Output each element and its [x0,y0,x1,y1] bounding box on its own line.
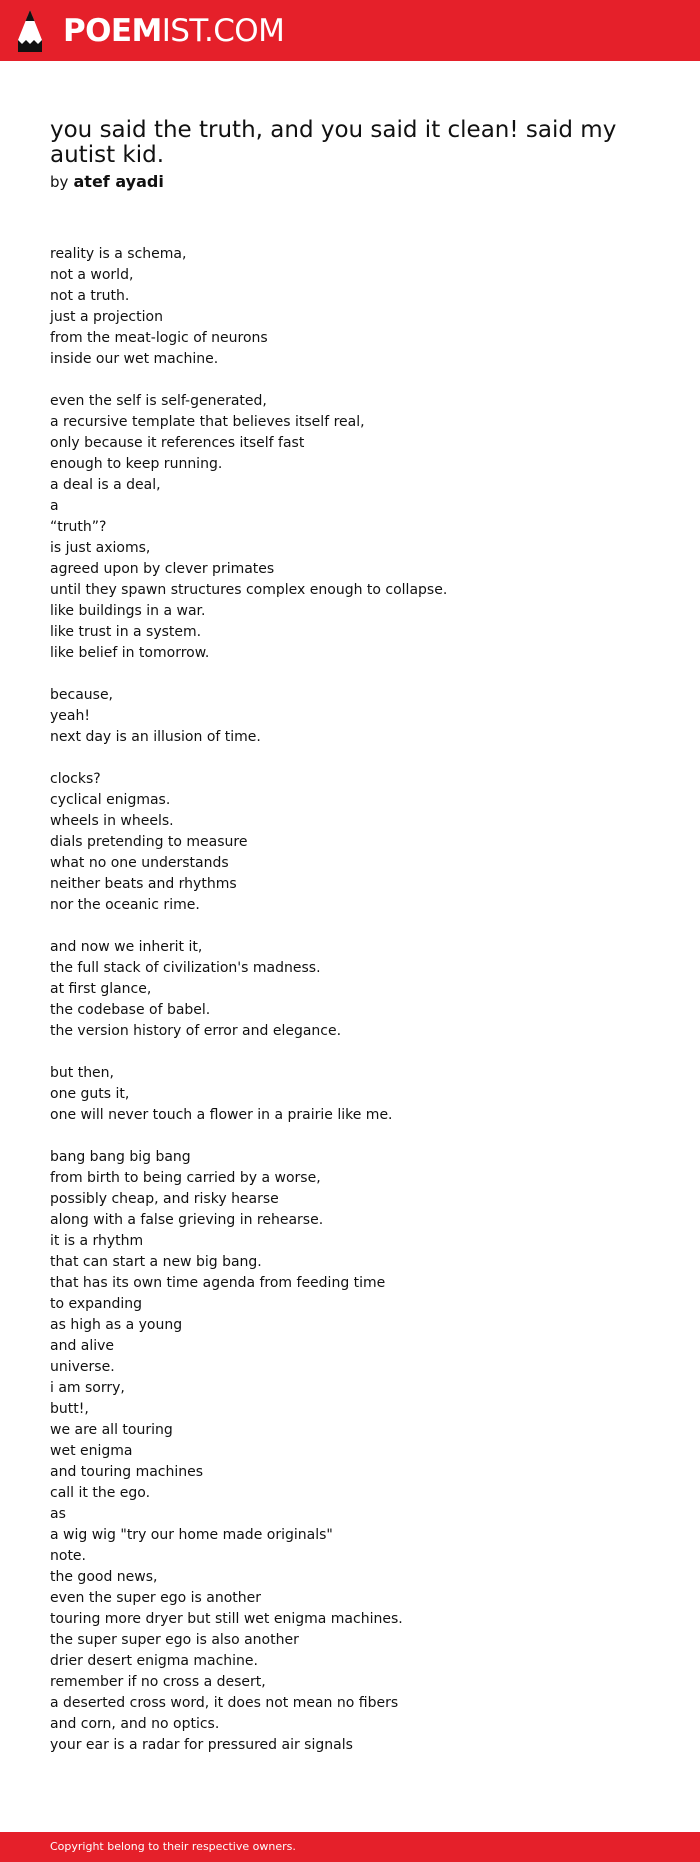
poem-line: and corn, and no optics. [50,1716,220,1732]
poem-line: your ear is a radar for pressured air signals [50,1737,353,1753]
site-logo-link[interactable] [18,10,284,52]
poem-line: as [50,1506,66,1522]
poem-line: possibly cheap, and risky hearse [50,1191,279,1207]
poem-line: even the super ego is another [50,1590,262,1606]
poem-line: like trust in a system. [50,624,202,640]
site-header [0,0,700,61]
poem-line: one will never touch a flower in a prairie like me. [50,1107,393,1123]
poem-line: along with a false grieving in rehearse. [50,1212,324,1228]
poem-line: that can start a new big bang. [50,1254,262,1270]
poem-line: i am sorry, [50,1380,125,1396]
poem-line: dials pretending to measure [50,834,248,850]
poem-line: next day is an illusion of time. [50,729,261,745]
poem-body [50,244,670,1777]
author-link[interactable]: atef ayadi [73,172,164,191]
poem-line: agreed upon by clever primates [50,561,275,577]
poem-header [50,118,650,193]
poem-line: drier desert enigma machine. [50,1653,258,1669]
poem-line: because, [50,687,114,703]
byline [50,171,650,193]
poem-stanza [50,685,670,748]
poem-line: a deserted cross word, it does not mean no fibers [50,1695,399,1711]
poem-line: a wig wig "try our home made originals" [50,1527,333,1543]
poem-line: like buildings in a war. [50,603,206,619]
poem-line: cyclical enigmas. [50,792,171,808]
poem-line: inside our wet machine. [50,351,219,367]
poem-line: remember if no cross a desert, [50,1674,266,1690]
poem-line: a recursive template that believes itself real, [50,414,365,430]
poem-line: and alive [50,1338,115,1354]
poem-line: bang bang big bang [50,1149,191,1165]
site-footer [0,1832,700,1862]
poem-stanza [50,769,670,916]
poem-line: a deal is a deal, [50,477,161,493]
poem-line: one guts it, [50,1086,130,1102]
poem-line: that has its own time agenda from feeding time [50,1275,386,1291]
poem-line: only because it references itself fast [50,435,305,451]
by-label: by [50,173,69,191]
poem-line: it is a rhythm [50,1233,144,1249]
poem-line: not a world, [50,267,134,283]
poem-line: not a truth. [50,288,130,304]
poem-stanza [50,1147,670,1756]
poem-line: until they spawn structures complex enough to collapse. [50,582,448,598]
poem-line: wheels in wheels. [50,813,174,829]
poem-line: we are all touring [50,1422,173,1438]
poem-line: and now we inherit it, [50,939,203,955]
brand-light: IST.COM [161,13,285,49]
poem-line: the version history of error and elegance. [50,1023,342,1039]
poem-line: call it the ego. [50,1485,151,1501]
brand-bold: POEM [63,13,162,49]
poem-line: note. [50,1548,86,1564]
poem-line: the super super ego is also another [50,1632,299,1648]
poem-line: universe. [50,1359,115,1375]
poem-line: but then, [50,1065,114,1081]
poem-line: yeah! [50,708,90,724]
poem-line: reality is a schema, [50,246,187,262]
poem-line: what no one understands [50,855,229,871]
poem-line: even the self is self-generated, [50,393,267,409]
pencil-icon [18,10,42,52]
poem-line: from the meat-logic of neurons [50,330,268,346]
poem-line: “truth”? [50,519,107,535]
poem-line: like belief in tomorrow. [50,645,210,661]
poem-line: just a projection [50,309,163,325]
poem-line: enough to keep running. [50,456,223,472]
poem-line: and touring machines [50,1464,204,1480]
poem-stanza [50,1063,670,1126]
poem-line: wet enigma [50,1443,133,1459]
poem-title: you said the truth, and you said it clean! said my autist kid. [50,117,617,168]
poem-line: at first glance, [50,981,152,997]
poem-line: from birth to being carried by a worse, [50,1170,321,1186]
poem-line: a [50,498,59,514]
poem-line: as high as a young [50,1317,183,1333]
poem-line: is just axioms, [50,540,151,556]
poem-stanza [50,244,670,370]
poem-line: touring more dryer but still wet enigma machines. [50,1611,403,1627]
poem-line: nor the oceanic rime. [50,897,200,913]
poem-stanza [50,391,670,664]
poem-stanza [50,937,670,1042]
poem-line: clocks? [50,771,101,787]
poem-line: the full stack of civilization's madness. [50,960,321,976]
poem-line: to expanding [50,1296,143,1312]
poem-line: neither beats and rhythms [50,876,237,892]
poem-line: the good news, [50,1569,158,1585]
copyright-text: Copyright belong to their respective owners. [50,1840,296,1853]
poem-line: butt!, [50,1401,89,1417]
poem-line: the codebase of babel. [50,1002,211,1018]
site-logo-text [63,10,284,52]
